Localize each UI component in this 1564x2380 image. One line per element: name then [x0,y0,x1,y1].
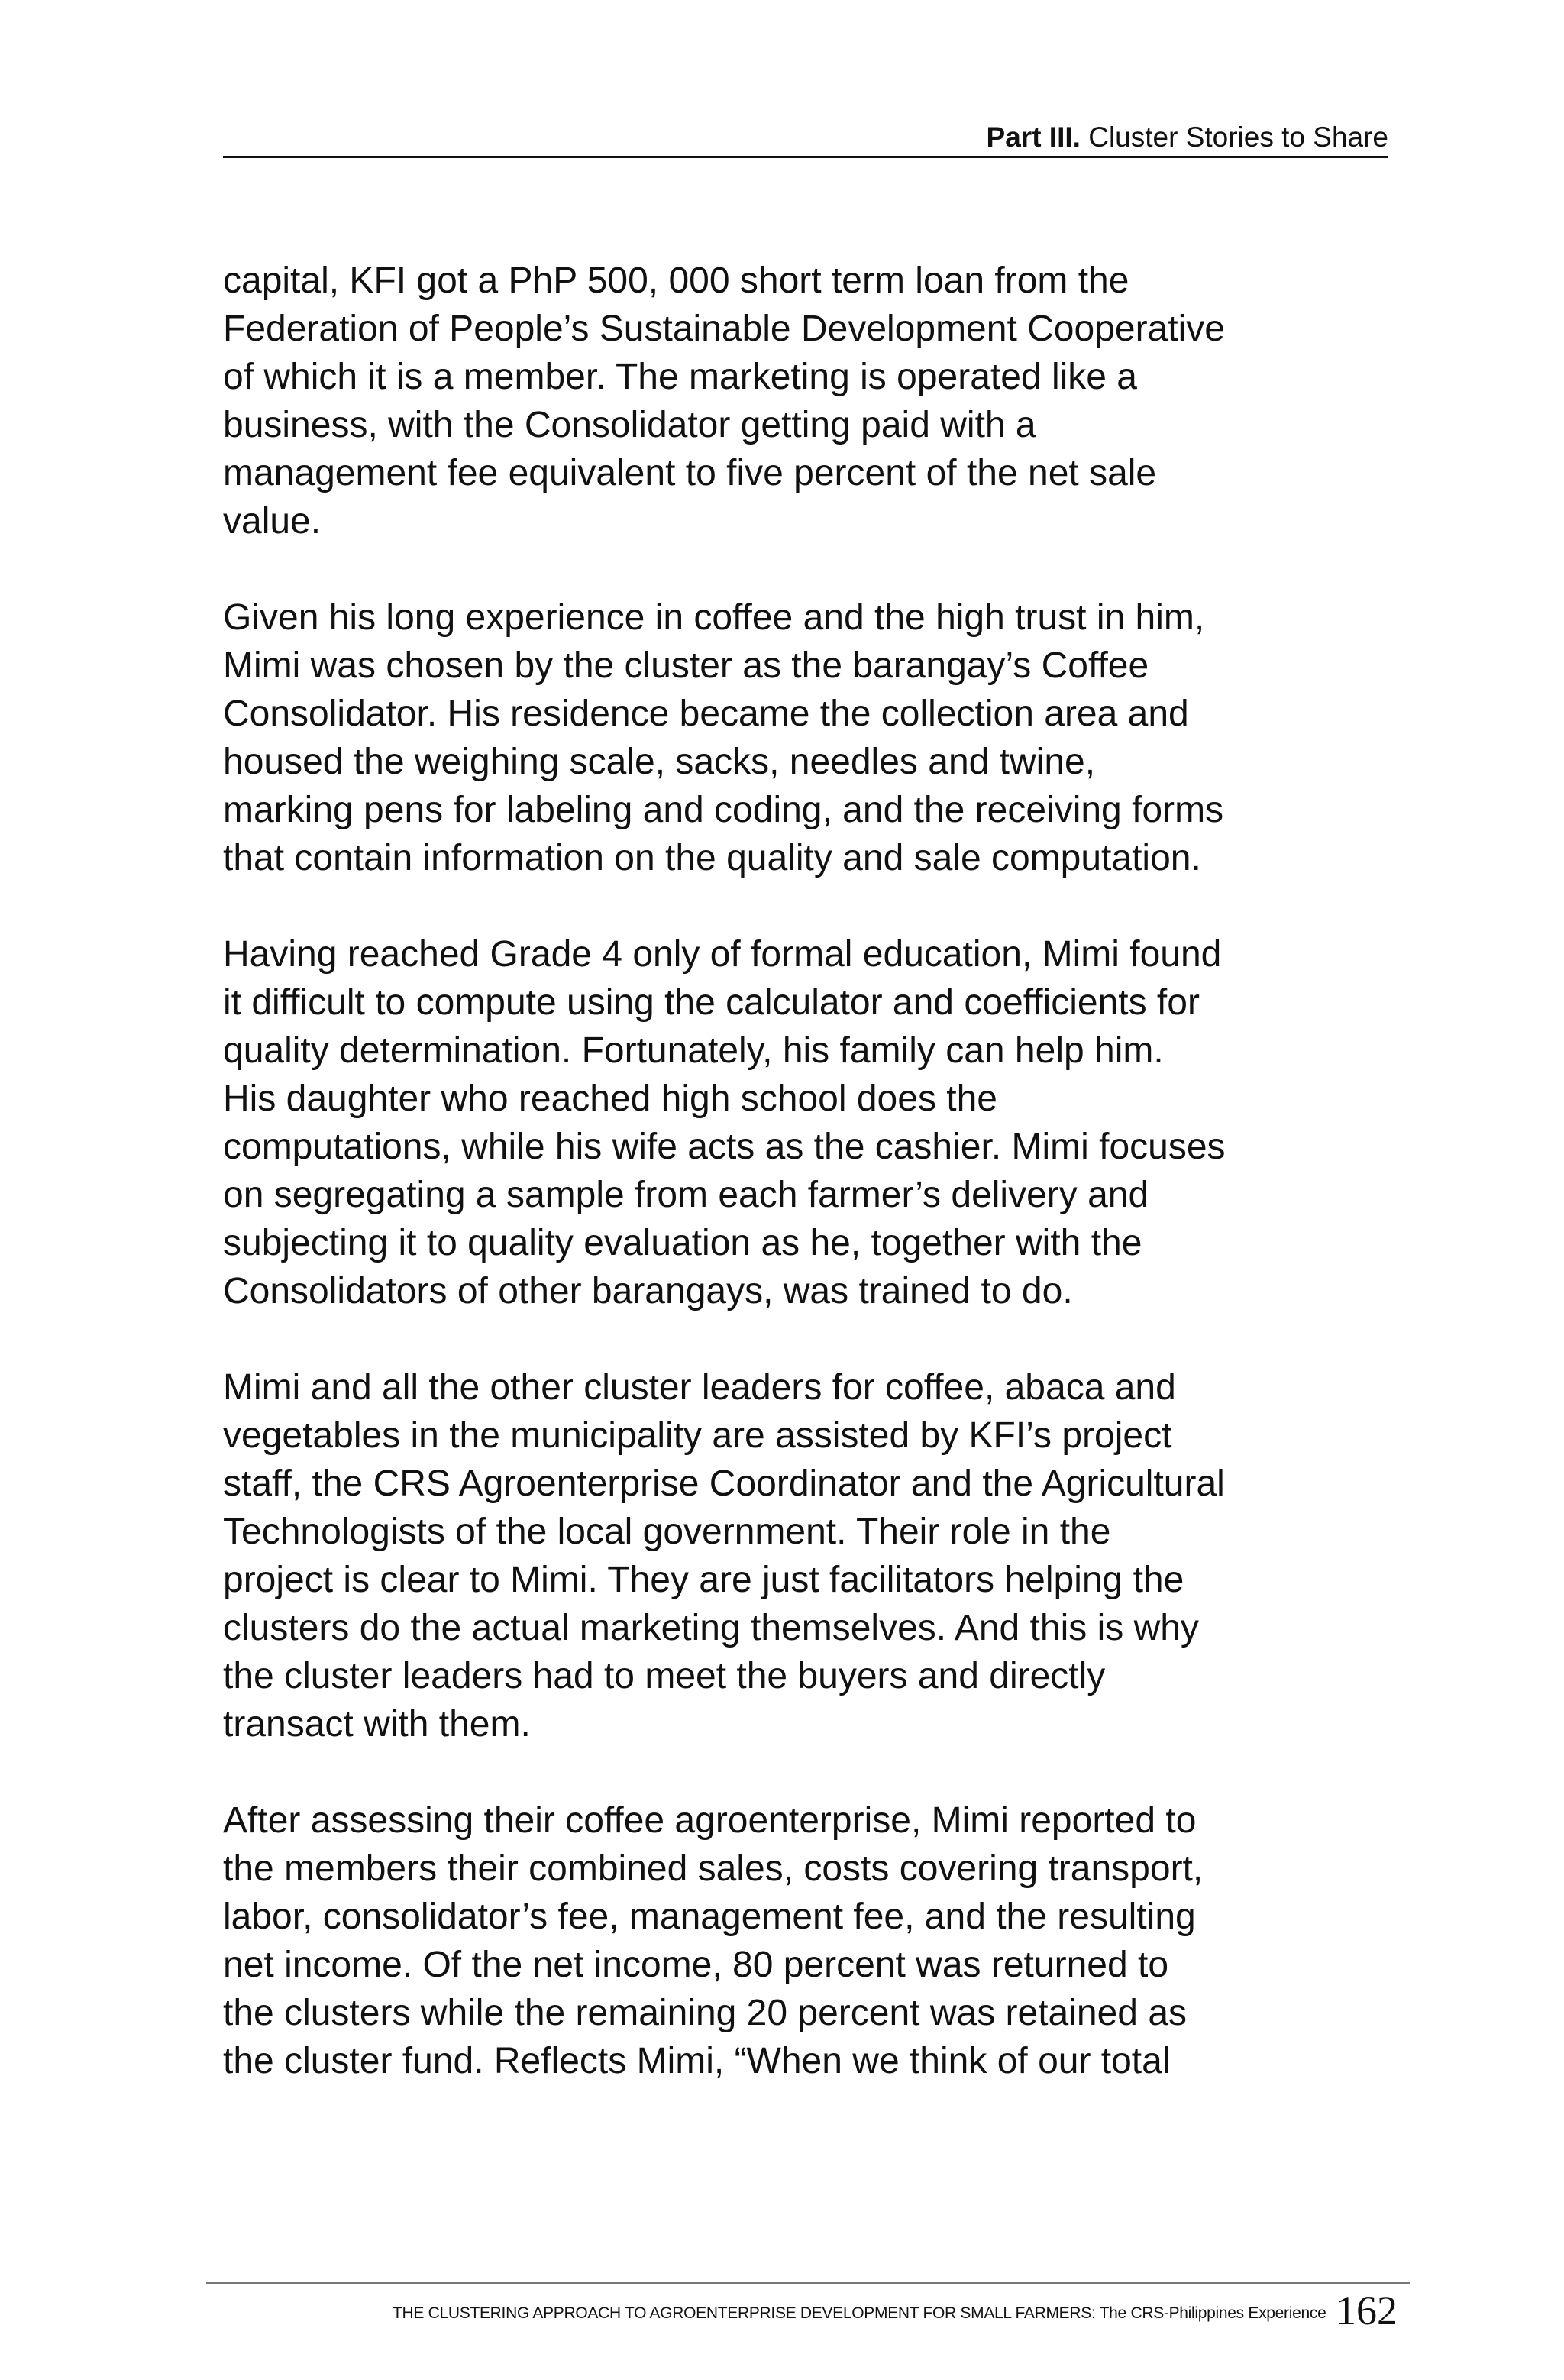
footer-divider [206,2282,1410,2284]
paragraph: capital, KFI got a PhP 500, 000 short term loan from the Federation of People’s Sustainable Development Cooperative of which it is a member. The marketing is operated like a business, with the Consolidator getting paid with a management fee equivalent to five percent of the net sale value. [223,260,1225,542]
header-section-title: Cluster Stories to Share [1080,121,1388,153]
body-text [223,257,1388,2133]
header-part-label: Part III. [986,121,1081,153]
running-header [223,119,1388,158]
paragraph: Mimi and all the other cluster leaders for coffee, abaca and vegetables in the municipality are assisted by KFI’s project staff, the CRS Agroenterprise Coordinator and the Agricultural Technologists of the local government. Their role in the project is clear to Mimi. They are just facilitators helping the clusters do the actual marketing themselves. And this is why the cluster leaders had to meet the buyers and directly transact with them. [223,1367,1225,1745]
page-number: 162 [1336,2288,1398,2333]
paragraph: After assessing their coffee agroenterprise, Mimi reported to the members their combined sales, costs covering transport, labor, consolidator’s fee, management fee, and the resulting net income. Of the net income, 80 percent was returned to the clusters while the remaining 20 percent was retained as the cluster fund. Reflects Mimi, “When we think of our total [223,1800,1204,2081]
paragraph: Given his long experience in coffee and the high trust in him, Mimi was chosen by the cluster as the barangay’s Coffee Consolidator. His residence became the collection area and housed the weighing scale, sacks, needles and twine, marking pens for labeling and coding, and the receiving forms that contain information on the quality and sale computation. [223,597,1224,878]
paragraph: Having reached Grade 4 only of formal education, Mimi found it difficult to compute using the calculator and coefficients for quality determination. Fortunately, his family can help him. His daughter who reached high school does the computations, while his wife acts as the cashier. Mimi focuses on segregating a sample from each farmer’s delivery and subjecting it to quality evaluation as he, together with the Consolidators of other barangays, was trained to do. [223,934,1226,1311]
footer-book-title: THE CLUSTERING APPROACH TO AGROENTERPRISE DEVELOPMENT FOR SMALL FARMERS: The CRS-Philippines Experience [393,2304,1326,2322]
